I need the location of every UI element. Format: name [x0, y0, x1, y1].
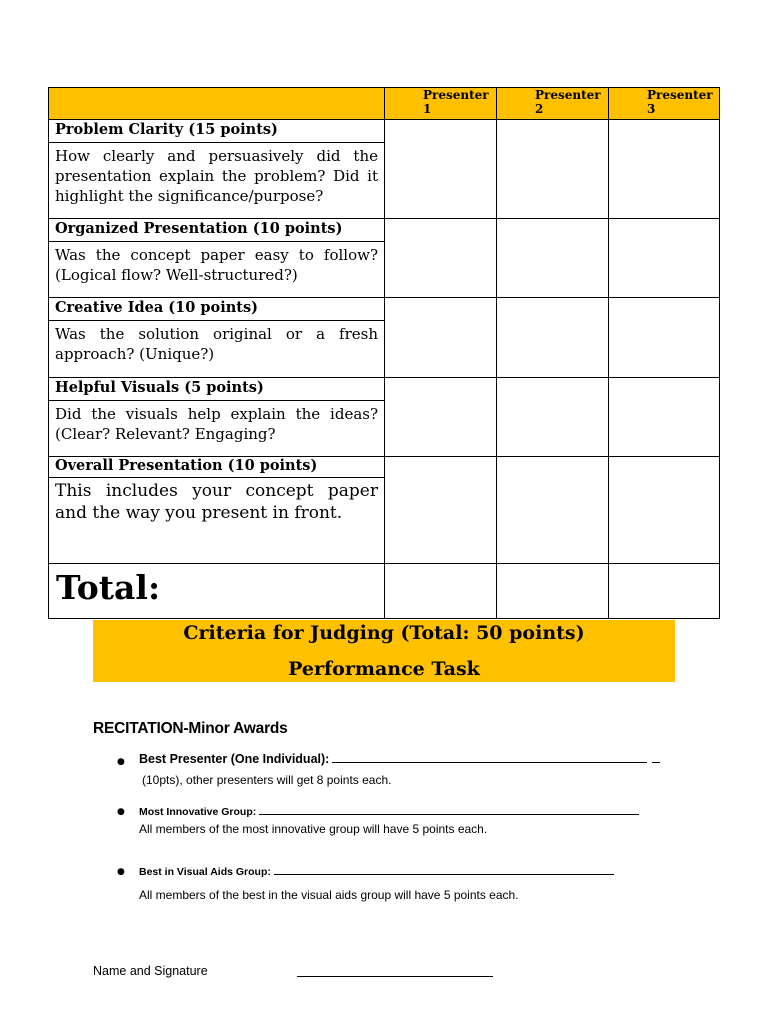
- total-label: Total:: [49, 564, 385, 619]
- signature-line[interactable]: [297, 976, 493, 977]
- table-row: [49, 120, 720, 219]
- criterion-description: Was the solution original or a fresh approach? (Unique?): [55, 325, 378, 363]
- score-cell-p2[interactable]: [497, 219, 609, 298]
- judging-rubric-table: [48, 87, 720, 619]
- banner-title: Criteria for Judging (Total: 50 points): [183, 622, 585, 644]
- award-visual-aids: [139, 865, 614, 878]
- score-cell-p1[interactable]: [385, 457, 497, 564]
- signature-label: Name and Signature: [93, 964, 208, 978]
- score-cell-p1[interactable]: [385, 378, 497, 457]
- criterion-cell: [49, 120, 385, 219]
- score-cell-p1[interactable]: [385, 298, 497, 378]
- score-cell-p2[interactable]: [497, 378, 609, 457]
- score-cell-p3[interactable]: [609, 219, 720, 298]
- score-cell-p1[interactable]: [385, 219, 497, 298]
- awards-heading: RECITATION-Minor Awards: [93, 720, 288, 737]
- table-header-row: [49, 88, 720, 120]
- header-presenter-2: Presenter 2: [497, 88, 609, 120]
- criterion-cell: [49, 219, 385, 298]
- total-cell-p2[interactable]: [497, 564, 609, 619]
- score-cell-p1[interactable]: [385, 120, 497, 219]
- total-cell-p1[interactable]: [385, 564, 497, 619]
- award-most-innovative: [139, 805, 639, 818]
- header-presenter-1: Presenter 1: [385, 88, 497, 120]
- criterion-title: Problem Clarity (15 points): [49, 120, 384, 143]
- score-cell-p3[interactable]: [609, 378, 720, 457]
- header-blank-cell: [49, 88, 385, 120]
- table-row: [49, 457, 720, 564]
- score-cell-p3[interactable]: [609, 298, 720, 378]
- score-cell-p2[interactable]: [497, 457, 609, 564]
- score-cell-p3[interactable]: [609, 457, 720, 564]
- criterion-title: Creative Idea (10 points): [49, 298, 384, 321]
- score-cell-p2[interactable]: [497, 120, 609, 219]
- criterion-description: Was the concept paper easy to follow? (Logical flow? Well-structured?): [55, 246, 378, 284]
- award-label: Best Presenter (One Individual):: [139, 752, 330, 766]
- criteria-banner: [93, 620, 675, 682]
- criterion-cell: [49, 298, 385, 378]
- award-note: (10pts), other presenters will get 8 points each.: [142, 773, 392, 787]
- table-row: [49, 378, 720, 457]
- criterion-cell: [49, 378, 385, 457]
- total-row: [49, 564, 720, 619]
- total-cell-p3[interactable]: [609, 564, 720, 619]
- award-label: Best in Visual Aids Group:: [139, 866, 271, 878]
- award-blank-line[interactable]: [259, 805, 639, 815]
- criterion-description: Did the visuals help explain the ideas? (Clear? Relevant? Engaging?: [55, 405, 378, 443]
- banner-subtitle: Performance Task: [288, 658, 480, 680]
- award-blank-line[interactable]: [274, 865, 614, 875]
- criterion-description: How clearly and persuasively did the presentation explain the problem? Did it highlight the significance/purpose?: [55, 147, 378, 205]
- award-best-presenter: [139, 752, 660, 766]
- bullet-icon: ●: [117, 807, 125, 817]
- bullet-icon: ●: [117, 867, 125, 877]
- award-note: All members of the most innovative group will have 5 points each.: [139, 822, 488, 836]
- score-cell-p3[interactable]: [609, 120, 720, 219]
- award-blank-line[interactable]: [332, 753, 647, 763]
- criterion-title: Organized Presentation (10 points): [49, 219, 384, 242]
- bullet-icon: ●: [117, 757, 125, 767]
- criterion-title: Overall Presentation (10 points): [49, 457, 384, 478]
- award-note: All members of the best in the visual aids group will have 5 points each.: [139, 888, 519, 902]
- criterion-title: Helpful Visuals (5 points): [49, 378, 384, 401]
- criterion-description: This includes your concept paper and the way you present in front.: [55, 481, 378, 523]
- criterion-cell: [49, 457, 385, 564]
- header-presenter-3: Presenter 3: [609, 88, 720, 120]
- award-blank-line-end: [652, 753, 660, 763]
- table-row: [49, 298, 720, 378]
- award-label: Most Innovative Group:: [139, 806, 257, 818]
- table-row: [49, 219, 720, 298]
- score-cell-p2[interactable]: [497, 298, 609, 378]
